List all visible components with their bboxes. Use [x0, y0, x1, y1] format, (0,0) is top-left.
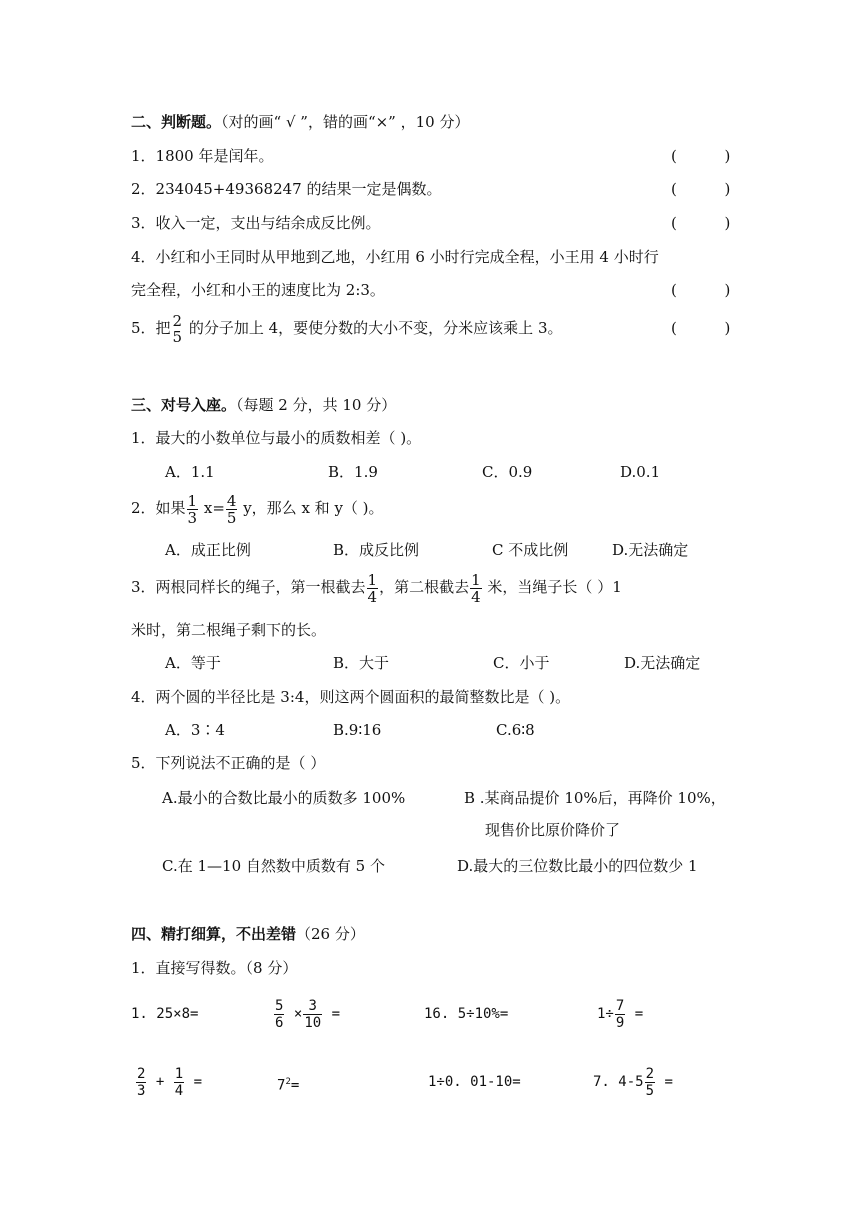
- expr-8: [593, 1062, 673, 1102]
- expr-2: [273, 994, 340, 1034]
- s3-question-5: 5．下列说法不正确的是（ ）: [131, 754, 326, 772]
- fraction-numerator: 7: [615, 997, 625, 1014]
- fraction-numerator: 3: [308, 997, 317, 1014]
- section-4-title: 四、精打细算，不出差错: [131, 925, 297, 943]
- fraction-numerator: 1: [174, 1065, 184, 1082]
- s3-question-1: 1．最大的小数单位与最小的质数相差（ )。: [131, 429, 422, 447]
- s2-question-4-line2: 完全程，小红和小王的速度比为 2:3。: [131, 281, 385, 299]
- s3-q2-prefix: 2．如果: [131, 499, 186, 517]
- s3-q2-fraction-2: [226, 493, 238, 526]
- expr-2-fraction-2: [303, 998, 322, 1031]
- s3-q2-fraction-1: [187, 493, 199, 526]
- fraction-numerator: 2: [172, 312, 183, 330]
- expr-2-equals: =: [323, 1006, 341, 1022]
- fraction-denominator: 9: [615, 1014, 625, 1031]
- s3-q4-option-c: C.6∶8: [496, 721, 535, 739]
- section-3-title: 三、对号入座。: [131, 396, 237, 414]
- section-4-heading: [131, 924, 365, 944]
- fraction-numerator: 4: [226, 491, 237, 510]
- fraction-numerator: 2: [645, 1065, 655, 1082]
- s3-question-3-line2: 米时，第二根绳子剩下的长。: [131, 621, 327, 639]
- s3-q5-option-b-line2: 现售价比原价降价了: [485, 821, 621, 839]
- expr-8-fraction: [645, 1066, 655, 1099]
- s3-q1-option-c: C．0.9: [482, 463, 533, 481]
- s2-answer-paren-2: ( ): [671, 180, 731, 198]
- s3-q1-option-a: A．1.1: [165, 463, 215, 481]
- section-2-note: （对的画“ √ ”，错的画“×” ，10 分）: [221, 113, 470, 131]
- expr-3: 16. 5÷10%=: [424, 1006, 509, 1022]
- fraction-denominator: 5: [645, 1082, 655, 1099]
- s2-question-5: [131, 310, 563, 346]
- s3-question-4: 4．两个圆的半径比是 3:4，则这两个圆面积的最简整数比是（ )。: [131, 688, 571, 706]
- expr-6-exponent: 2: [285, 1077, 291, 1087]
- s3-q1-option-b: B．1.9: [328, 463, 378, 481]
- s3-q4-option-b: B.9∶16: [333, 721, 382, 739]
- s3-q3-option-d: D.无法确定: [624, 654, 701, 672]
- expr-6: [277, 1072, 299, 1096]
- expr-5-fraction-1: [136, 1066, 146, 1099]
- s3-q2-option-b: B．成反比例: [333, 541, 420, 559]
- expr-5-fraction-2: [174, 1066, 184, 1099]
- s3-q5-option-c: C.在 1—10 自然数中质数有 5 个: [162, 857, 385, 875]
- fraction-denominator: 3: [137, 1082, 146, 1099]
- s2-question-1: 1．1800 年是闰年。: [131, 147, 274, 165]
- s2-question-2: 2．234045+49368247 的结果一定是偶数。: [131, 180, 442, 198]
- s2-q5-fraction: [172, 313, 184, 345]
- expr-8-prefix: 7. 4-5: [593, 1074, 644, 1090]
- s3-q3-mid: ，第二根截去: [379, 578, 470, 596]
- fraction-denominator: 10: [304, 1014, 322, 1031]
- expr-2-fraction-1: [274, 998, 284, 1031]
- section-3-note: （每题 2 分，共 10 分）: [236, 396, 397, 414]
- s3-q2-mid: x=: [199, 499, 225, 517]
- expr-5: [135, 1062, 202, 1102]
- s2-answer-paren-3: ( ): [671, 214, 731, 232]
- s2-question-4-line1: 4．小红和小王同时从甲地到乙地，小红用 6 小时行完成全程，小王用 4 小时行: [131, 248, 659, 266]
- fraction-denominator: 5: [172, 328, 183, 346]
- s3-question-3-line1: [131, 569, 622, 605]
- fraction-denominator: 6: [275, 1014, 284, 1031]
- fraction-denominator: 3: [187, 508, 198, 527]
- s2-answer-paren-4: ( ): [671, 281, 731, 299]
- fraction-numerator: 1: [367, 570, 378, 589]
- s2-q5-suffix: 的分子加上 4，要使分数的大小不变，分米应该乘上 3。: [184, 319, 563, 337]
- s3-q3-option-b: B．大于: [333, 654, 390, 672]
- s3-q3-option-c: C．小于: [493, 654, 550, 672]
- s2-q5-prefix: 5．把: [131, 319, 171, 337]
- fraction-numerator: 2: [137, 1065, 146, 1082]
- s3-q5-option-a: A.最小的合数比最小的质数多 100%: [162, 789, 406, 807]
- s3-q2-option-c: C 不成比例: [492, 541, 569, 559]
- expr-4-prefix: 1÷: [597, 1006, 614, 1022]
- section-4-note: （26 分）: [296, 925, 365, 943]
- s3-q3-option-a: A．等于: [165, 654, 221, 672]
- s3-q1-option-d: D.0.1: [620, 463, 661, 481]
- expr-5-operator: +: [147, 1074, 173, 1090]
- fraction-denominator: 4: [367, 587, 378, 606]
- s2-answer-paren-5: ( ): [671, 319, 731, 337]
- expr-4-equals: =: [626, 1006, 644, 1022]
- expr-1: 1. 25×8=: [131, 1006, 199, 1022]
- s3-question-2: [131, 490, 384, 526]
- fraction-numerator: 1: [471, 570, 481, 589]
- expr-7: 1÷0. 01-10=: [428, 1074, 521, 1090]
- s2-question-3: 3．收入一定，支出与结余成反比例。: [131, 214, 381, 232]
- fraction-denominator: 4: [471, 587, 481, 606]
- fraction-numerator: 1: [187, 491, 198, 510]
- expr-4: [597, 994, 643, 1034]
- s3-q4-option-a: A．3∶4: [165, 721, 225, 739]
- s3-q5-option-b: B .某商品提价 10%后，再降价 10%，: [464, 789, 726, 807]
- s3-q2-option-a: A．成正比例: [165, 541, 251, 559]
- fraction-denominator: 5: [226, 508, 237, 527]
- expr-5-equals: =: [185, 1074, 203, 1090]
- expr-4-fraction: [615, 998, 625, 1031]
- s3-q5-option-d: D.最大的三位数比最小的四位数少 1: [457, 857, 698, 875]
- section-2-heading: [131, 112, 469, 132]
- s2-answer-paren-1: ( ): [671, 147, 731, 165]
- s3-q2-suffix: y，那么 x 和 y（ )。: [238, 499, 384, 517]
- s3-q2-option-d: D.无法确定: [612, 541, 689, 559]
- expr-6-base: 7: [277, 1077, 286, 1094]
- s3-q3-fraction-2: [470, 572, 482, 605]
- s4-subsection-1: 1．直接写得数。（8 分）: [131, 959, 298, 977]
- fraction-numerator: 5: [275, 997, 284, 1014]
- expr-8-equals: =: [656, 1074, 673, 1090]
- section-3-heading: [131, 395, 396, 415]
- s3-q3-prefix: 3．两根同样长的绳子，第一根截去: [131, 578, 366, 596]
- section-2-title: 二、判断题。: [131, 113, 222, 131]
- expr-6-equals: =: [290, 1077, 300, 1094]
- s3-q3-fraction-1: [367, 572, 379, 605]
- fraction-denominator: 4: [174, 1082, 184, 1099]
- s3-q3-suffix: 米，当绳子长（ ）1: [482, 578, 622, 596]
- expr-2-operator: ×: [293, 1006, 303, 1022]
